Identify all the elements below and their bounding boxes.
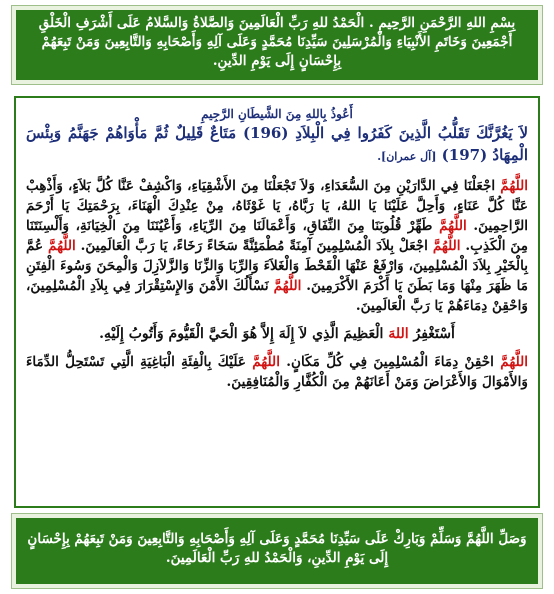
- allahumma-word: اللَّهُمَّ: [439, 218, 467, 234]
- dua-text: اجْعَلْ بِلاَدَ الْمُسْلِمِينَ آمِنَةً مُطْمَئِنَّةً سَخَاءً رَخَاءً، يَا رَبَّ الْعَالَمِينَ.: [75, 238, 433, 254]
- verse-reference: [آل عمران].: [377, 150, 437, 163]
- allahumma-word: اللَّهُمَّ: [432, 238, 461, 254]
- quran-verse: [26, 122, 528, 168]
- istighfar-start: أَسْتَغْفِرُ: [408, 326, 455, 342]
- istighfar-line: [26, 324, 528, 344]
- dua-text: عَلَيْكَ بِالْفِئَةِ الْبَاغِيَةِ الَّتِي تَسْتَحِلُّ الدِّمَاءَ وَالأَمْوَالَ وَالأَعْرَاضَ وَمَنْ أَعَانَهُمْ مِنَ الْكُفَّارِ وَالْمُنَافِقِينَ.: [26, 354, 528, 390]
- footer-banner: [12, 514, 542, 588]
- istighfar-end: الْعَظِيمَ الَّذِي لاَ إِلَهَ إِلاَّ هُوَ الْحَيَّ الْقَيُّومَ وَأَتُوبُ إِلَيْهِ.: [99, 326, 389, 342]
- allahumma-word: اللَّهُمَّ: [48, 238, 76, 254]
- taawudh-line: أَعُوذُ بِاللهِ مِنَ الشَّيطَانِ الرَّجِيمِ: [201, 107, 353, 121]
- allahumma-word: اللَّهُمَّ: [252, 354, 280, 370]
- header-banner: [12, 6, 542, 84]
- dua-text: نَسْأَلُكَ الأَمْنَ وَالإِسْتِقْرَارَ فِي بِلاَدِ الْمُسْلِمِينَ، وَاحْقِنْ دِمَاءَهُمْ يَا رَبَّ الْعَالَمِينَ.: [26, 278, 528, 314]
- allahumma-word: اللَّهُمَّ: [500, 178, 528, 194]
- dua-text: طَهِّرْ قُلُوبَنَا مِنَ النِّفَاقِ، وَأَعْمَالَنَا مِنَ الرِّيَاءِ، وَأَعْيُنَنَا مِنَ الْخِيَانَةِ، وَأَلْسِنَتَنَا مِنَ الْكَذِبِ.: [26, 218, 529, 254]
- allah-word: اللهَ: [388, 326, 409, 342]
- allahumma-word: اللَّهُمَّ: [500, 354, 528, 370]
- dua-paragraph-2: [26, 352, 528, 392]
- verse-text: لاَ يَغُرَّنَّكَ تَقَلُّبُ الَّذِينَ كَفَرُوا فِي الْبِلاَدِ (196) مَتَاعٌ قَلِيلٌ ثُمَّ مَأْوَاهُمْ جَهَنَّمُ وَبِئْسَ الْمِهَادُ (197): [26, 124, 528, 164]
- dua-text: عُمَّ بِالْخَيْرِ بِلاَدَ الْمُسْلِمِينَ، وَارْفَعْ عَنْهَا الْقَحْطَ وَالْغَلاَءَ وَالرِّبَا وَالزِّنَا وَالزَّلاَزِلَ وَالْمِحَنَ وَسُوءَ الْفِتَنِ مَا ظَهَرَ مِنْهَا وَمَا بَطَنَ يَا أَكْرَمَ الأَكْرَمِينَ.: [26, 238, 528, 294]
- dua-paragraph-1: [26, 176, 528, 316]
- allahumma-word: اللَّهُمَّ: [273, 278, 302, 294]
- dua-text: اجْعَلْنَا فِي الدَّارَيْنِ مِنَ السُّعَدَاءِ، وَلاَ تَجْعَلْنَا مِنَ الأَشْقِيَاءِ، وَاكْشِفْ عَنَّا كُلَّ بَلاَءٍ، وَأَذْهِبْ عَنَّا كُلَّ عَنَاءٍ، وَأَحِلَّ عَلَيْنَا يَا اللهُ، يَا رَبَّاهُ، يَا غَوْثَاهُ، مِنْ عِنْدِكَ الْهَنَاءَ، بِرَحْمَتِكَ يَا أَرْحَمَ الرَّاحِمِينَ.: [26, 178, 529, 234]
- header-text: بِسْمِ اللهِ الرَّحْمَنِ الرَّحِيمِ . الْحَمْدُ للهِ رَبِّ الْعَالَمِينَ وَالصَّلاةُ وَالسَّلامُ عَلَى أَشْرَفِ الْخَلْقِ أَجْمَعِينَ وَخَاتَمِ الأَنْبِيَاءِ وَالْمُرْسَلِينَ سَيِّدِنَا مُحَمَّدٍ وَعَلَى آلِهِ وَأَصْحَابِهِ وَالتَّابِعِينَ وَمَنْ تَبِعَهُمْ بِإِحْسَانٍ إِلَى يَوْمِ الدِّينِ.: [38, 15, 516, 69]
- footer-text: وَصَلِّ اللَّهُمَّ وَسَلِّمْ وَبَارِكْ عَلَى سَيِّدِنَا مُحَمَّدٍ وَعَلَى آلِهِ وَأَصْحَابِهِ وَالتَّابِعِينَ وَمَنْ تَبِعَهُمْ بِإِحْسَانٍ إِلَى يَوْمِ الدِّينِ، وَالْحَمْدُ للهِ رَبِّ الْعَالَمِينَ.: [27, 531, 527, 566]
- content-box: [14, 96, 540, 508]
- dua-text: احْقِنْ دِمَاءَ الْمُسْلِمِينَ فِي كُلِّ مَكَانٍ.: [279, 354, 501, 370]
